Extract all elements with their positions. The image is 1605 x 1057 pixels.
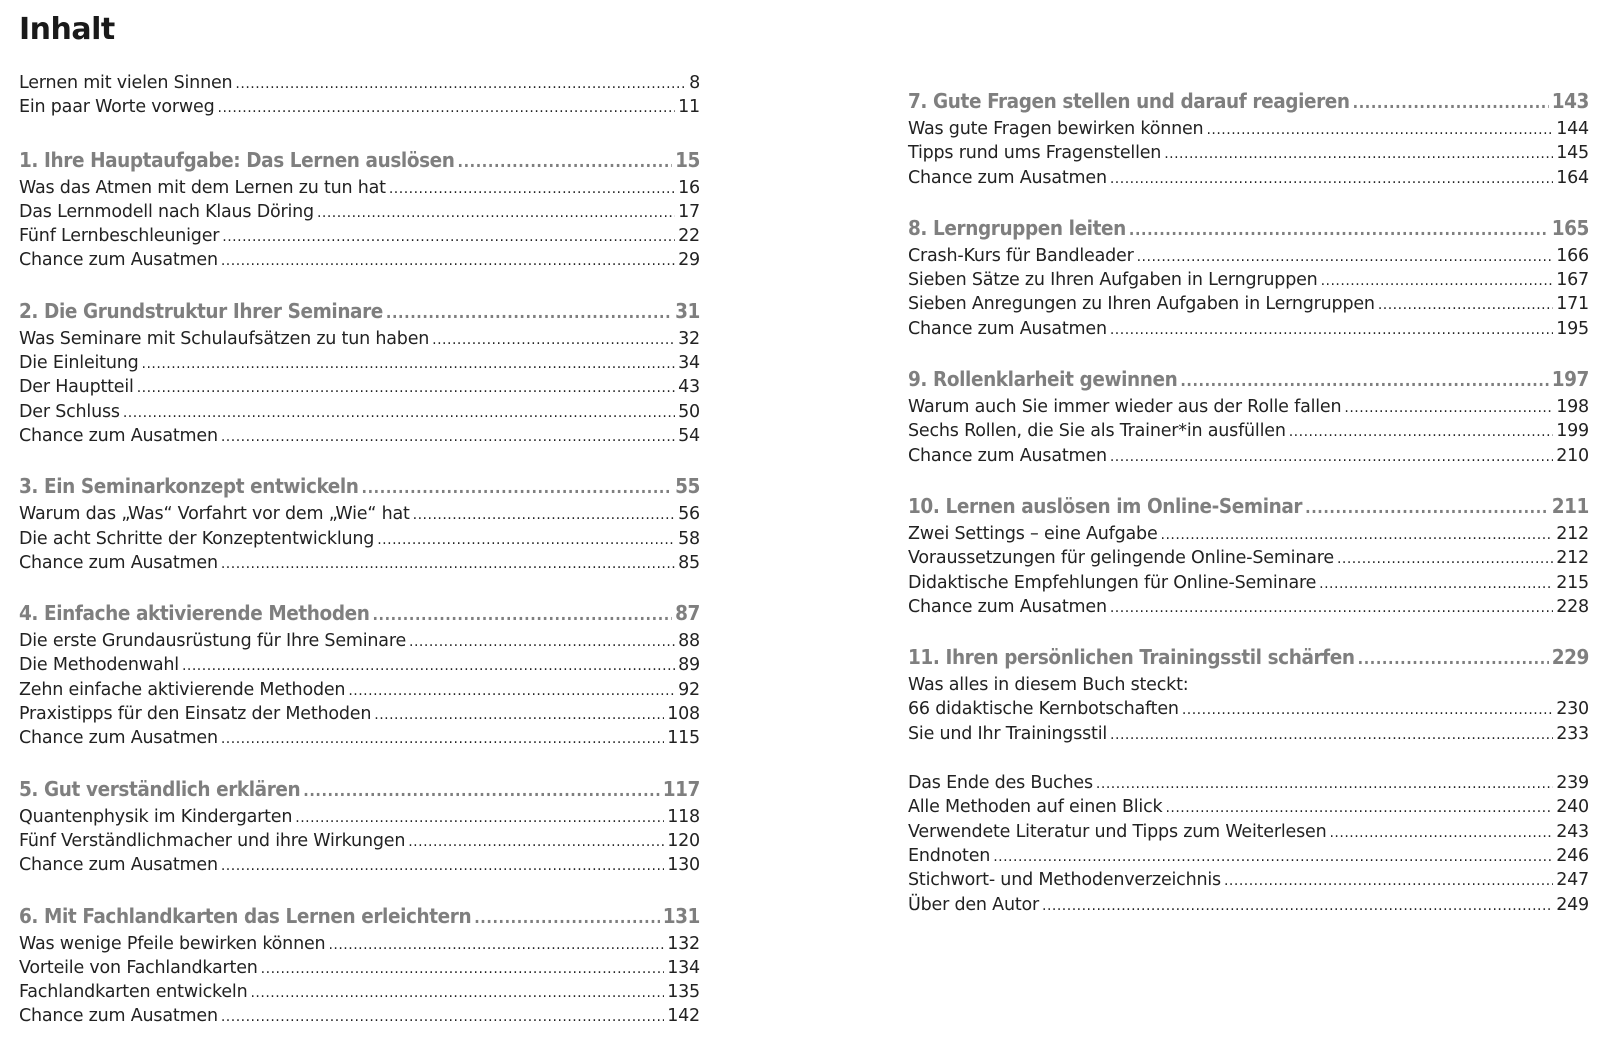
toc-entry-page-number: 89 bbox=[678, 655, 700, 676]
toc-entry[interactable] bbox=[908, 317, 1589, 341]
spacer bbox=[908, 619, 1589, 642]
dot-leader bbox=[235, 72, 686, 96]
toc-entry-page-number: 22 bbox=[678, 226, 700, 247]
toc-entry-label: Warum auch Sie immer wieder aus der Rolle fallen bbox=[908, 397, 1342, 418]
toc-entry-label: Chance zum Ausatmen bbox=[19, 425, 218, 446]
toc-entry-label: Zwei Settings – eine Aufgabe bbox=[908, 523, 1158, 544]
toc-entry[interactable] bbox=[908, 795, 1589, 819]
chapter-heading-label: 10. Lernen auslösen im Online-Seminar bbox=[908, 493, 1303, 518]
toc-entry-page-number: 228 bbox=[1556, 596, 1589, 617]
toc-entry-page-number: 233 bbox=[1556, 723, 1589, 744]
dot-leader bbox=[348, 679, 675, 703]
dot-leader bbox=[1096, 772, 1553, 796]
toc-entry[interactable] bbox=[19, 678, 700, 702]
toc-entry-page-number: 130 bbox=[667, 855, 700, 876]
toc-entry-page-number: 108 bbox=[667, 704, 700, 725]
toc-entry-label: Was gute Fragen bewirken können bbox=[908, 119, 1204, 139]
chapter-heading-page-number: 143 bbox=[1551, 89, 1589, 113]
toc-entry-page-number: 144 bbox=[1556, 119, 1589, 139]
toc-entry-page-number: 195 bbox=[1556, 318, 1589, 339]
dot-leader bbox=[261, 957, 665, 981]
chapter-heading-label: 11. Ihren persönlichen Trainingsstil schärfen bbox=[908, 645, 1355, 670]
dot-leader bbox=[123, 401, 675, 425]
toc-entry[interactable] bbox=[19, 424, 700, 448]
toc-entry-label: Die acht Schritte der Konzeptentwicklung bbox=[19, 528, 375, 549]
toc-entry[interactable] bbox=[19, 653, 700, 677]
dot-leader bbox=[1378, 293, 1553, 317]
toc-entry[interactable] bbox=[19, 805, 700, 829]
toc-entry[interactable] bbox=[908, 546, 1589, 570]
toc-left-column bbox=[19, 71, 700, 1029]
toc-entry-label: Voraussetzungen für gelingende Online-Seminare bbox=[908, 548, 1334, 569]
toc-entry[interactable] bbox=[908, 141, 1589, 165]
toc-entry-label: Chance zum Ausatmen bbox=[908, 167, 1107, 188]
dot-leader bbox=[1353, 87, 1549, 118]
toc-entry-page-number: 56 bbox=[678, 504, 700, 525]
dot-leader bbox=[1110, 318, 1553, 342]
dot-leader bbox=[221, 854, 664, 878]
dot-leader bbox=[1224, 869, 1553, 893]
toc-entry[interactable] bbox=[19, 702, 700, 726]
toc-entry-label: Sie und Ihr Trainingsstil bbox=[908, 723, 1108, 744]
toc-entry-page-number: 166 bbox=[1556, 245, 1589, 266]
toc-entry-label: Das Lernmodell nach Klaus Döring bbox=[19, 201, 314, 222]
dot-leader bbox=[303, 775, 659, 806]
toc-entry-page-number: 142 bbox=[667, 1006, 700, 1027]
toc-entry[interactable] bbox=[19, 71, 700, 95]
toc-entry-page-number: 88 bbox=[678, 631, 700, 652]
toc-entry-label: Verwendete Literatur und Tipps zum Weiterlesen bbox=[908, 821, 1327, 842]
toc-entry[interactable] bbox=[19, 224, 700, 248]
chapter-heading[interactable] bbox=[908, 86, 1589, 117]
dot-leader bbox=[1110, 596, 1553, 620]
dot-leader bbox=[221, 1005, 664, 1029]
toc-entry-label: Was alles in diesem Buch steckt: bbox=[908, 675, 1189, 696]
dot-leader bbox=[1161, 523, 1554, 547]
chapter-heading-page-number: 15 bbox=[675, 147, 700, 172]
chapter-heading[interactable] bbox=[19, 471, 700, 502]
chapter-heading[interactable] bbox=[19, 296, 700, 327]
toc-entry-label: Die Einleitung bbox=[19, 353, 139, 374]
toc-entry-label: Was Seminare mit Schulaufsätzen zu tun haben bbox=[19, 328, 430, 349]
toc-entry-page-number: 50 bbox=[678, 401, 700, 422]
toc-entry[interactable] bbox=[908, 868, 1589, 892]
toc-entry-page-number: 8 bbox=[689, 73, 700, 93]
toc-entry[interactable] bbox=[908, 771, 1589, 795]
toc-entry-page-number: 85 bbox=[678, 552, 700, 573]
dot-leader bbox=[1206, 118, 1553, 142]
toc-entry-label: Tipps rund ums Fragenstellen bbox=[908, 143, 1162, 164]
toc-entry[interactable] bbox=[19, 932, 700, 956]
toc-entry[interactable] bbox=[19, 248, 700, 272]
toc-entry-page-number: 34 bbox=[678, 353, 700, 374]
dot-leader bbox=[362, 472, 673, 503]
dot-leader bbox=[409, 630, 675, 654]
dot-leader bbox=[374, 703, 664, 727]
dot-leader bbox=[1337, 547, 1553, 571]
toc-entry-label: Stichwort- und Methodenverzeichnis bbox=[908, 870, 1221, 891]
toc-entry-page-number: 212 bbox=[1556, 523, 1589, 544]
dot-leader bbox=[1137, 245, 1554, 269]
toc-entry-page-number: 199 bbox=[1556, 421, 1589, 442]
toc-entry-page-number: 240 bbox=[1556, 797, 1589, 818]
toc-entry-page-number: 58 bbox=[678, 528, 700, 549]
dot-leader bbox=[1358, 643, 1549, 674]
toc-entry-label: Chance zum Ausatmen bbox=[19, 855, 218, 876]
chapter-heading[interactable] bbox=[908, 213, 1589, 244]
toc-entry[interactable] bbox=[908, 820, 1589, 844]
toc-entry[interactable] bbox=[908, 244, 1589, 268]
toc-entry-label: Chance zum Ausatmen bbox=[908, 445, 1107, 466]
toc-entry[interactable] bbox=[19, 829, 700, 853]
dot-leader bbox=[408, 830, 664, 854]
spacer bbox=[908, 190, 1589, 213]
dot-leader bbox=[458, 146, 673, 177]
toc-entry-page-number: 210 bbox=[1556, 445, 1589, 466]
chapter-heading[interactable] bbox=[19, 145, 700, 176]
toc-entry[interactable] bbox=[19, 551, 700, 575]
toc-entry-label: Über den Autor bbox=[908, 894, 1039, 915]
toc-entry-page-number: 239 bbox=[1556, 773, 1589, 794]
spacer bbox=[19, 120, 700, 145]
dot-leader bbox=[386, 297, 672, 328]
toc-entry[interactable] bbox=[908, 166, 1589, 190]
chapter-heading-label: 6. Mit Fachlandkarten das Lernen erleichtern bbox=[19, 903, 472, 928]
chapter-heading-page-number: 165 bbox=[1551, 215, 1589, 240]
dot-leader bbox=[1344, 396, 1553, 420]
dot-leader bbox=[1319, 572, 1553, 596]
toc-entry[interactable] bbox=[908, 292, 1589, 316]
toc-entry[interactable] bbox=[19, 527, 700, 551]
dot-leader bbox=[221, 249, 675, 273]
toc-entry-page-number: 115 bbox=[667, 728, 700, 749]
chapter-heading[interactable] bbox=[908, 491, 1589, 522]
toc-entry-label: Chance zum Ausatmen bbox=[19, 1006, 218, 1027]
toc-entry[interactable] bbox=[908, 395, 1589, 419]
toc-entry-page-number: 54 bbox=[678, 425, 700, 446]
toc-entry[interactable] bbox=[908, 595, 1589, 619]
dot-leader bbox=[1110, 723, 1553, 747]
toc-entry[interactable] bbox=[19, 980, 700, 1004]
dot-leader bbox=[1305, 492, 1549, 523]
toc-entry[interactable] bbox=[19, 351, 700, 375]
chapter-heading[interactable] bbox=[19, 774, 700, 805]
chapter-heading-label: 1. Ihre Hauptaufgabe: Das Lernen auslösen bbox=[19, 147, 455, 172]
dot-leader bbox=[1329, 821, 1553, 845]
toc-entry-label: Fünf Verständlichmacher und ihre Wirkungen bbox=[19, 830, 406, 851]
toc-entry[interactable] bbox=[19, 853, 700, 877]
dot-leader bbox=[377, 528, 675, 552]
dot-leader bbox=[317, 201, 675, 225]
spacer bbox=[19, 448, 700, 471]
dot-leader bbox=[182, 654, 675, 678]
toc-entry[interactable] bbox=[908, 419, 1589, 443]
toc-entry[interactable] bbox=[19, 400, 700, 424]
toc-entry-label: Was wenige Pfeile bewirken können bbox=[19, 933, 326, 954]
chapter-heading-label: 7. Gute Fragen stellen und darauf reagieren bbox=[908, 89, 1350, 113]
dot-leader bbox=[993, 845, 1553, 869]
page-title: Inhalt bbox=[19, 12, 115, 47]
dot-leader bbox=[389, 177, 675, 201]
chapter-heading-label: 3. Ein Seminarkonzept entwickeln bbox=[19, 474, 359, 499]
toc-entry[interactable] bbox=[908, 697, 1589, 721]
toc-entry-label: Crash-Kurs für Bandleader bbox=[908, 245, 1134, 266]
toc-entry[interactable] bbox=[19, 629, 700, 653]
dot-leader bbox=[413, 503, 675, 527]
toc-entry-page-number: 11 bbox=[678, 97, 700, 118]
dot-leader bbox=[1182, 698, 1553, 722]
dot-leader bbox=[1289, 420, 1553, 444]
dot-leader bbox=[142, 352, 676, 376]
toc-entry-label: Didaktische Empfehlungen für Online-Seminare bbox=[908, 572, 1317, 593]
toc-entry[interactable] bbox=[19, 502, 700, 526]
toc-entry-page-number: 215 bbox=[1556, 572, 1589, 593]
spacer bbox=[908, 746, 1589, 771]
toc-entry[interactable] bbox=[908, 117, 1589, 141]
toc-entry-page-number: 198 bbox=[1556, 397, 1589, 418]
dot-leader bbox=[432, 328, 675, 352]
dot-leader bbox=[218, 96, 676, 120]
toc-entry[interactable] bbox=[19, 375, 700, 399]
chapter-heading[interactable] bbox=[19, 598, 700, 629]
toc-entry-page-number: 164 bbox=[1556, 167, 1589, 188]
toc-entry-label: Der Schluss bbox=[19, 401, 120, 422]
toc-entry-page-number: 29 bbox=[678, 250, 700, 271]
toc-entry-label: Die Methodenwahl bbox=[19, 655, 179, 676]
chapter-heading[interactable] bbox=[908, 642, 1589, 673]
toc-entry-page-number: 16 bbox=[678, 177, 700, 198]
toc-entry[interactable] bbox=[908, 522, 1589, 546]
toc-entry[interactable] bbox=[908, 673, 1589, 697]
dot-leader bbox=[1180, 365, 1548, 396]
toc-entry-label: 66 didaktische Kernbotschaften bbox=[908, 699, 1179, 720]
chapter-heading-page-number: 211 bbox=[1551, 493, 1589, 518]
toc-entry-page-number: 118 bbox=[667, 806, 700, 827]
toc-entry[interactable] bbox=[19, 200, 700, 224]
toc-entry-page-number: 247 bbox=[1556, 870, 1589, 891]
spacer bbox=[19, 751, 700, 774]
toc-entry-page-number: 32 bbox=[678, 328, 700, 349]
chapter-heading-label: 8. Lerngruppen leiten bbox=[908, 215, 1126, 240]
toc-entry-page-number: 249 bbox=[1556, 894, 1589, 915]
toc-entry[interactable] bbox=[19, 176, 700, 200]
chapter-heading-page-number: 229 bbox=[1551, 645, 1589, 670]
toc-entry-page-number: 246 bbox=[1556, 845, 1589, 866]
dot-leader bbox=[1110, 445, 1553, 469]
dot-leader bbox=[1321, 269, 1554, 293]
toc-entry-label: Lernen mit vielen Sinnen bbox=[19, 73, 233, 93]
dot-leader bbox=[474, 902, 659, 933]
dot-leader bbox=[250, 981, 664, 1005]
toc-entry-page-number: 171 bbox=[1556, 294, 1589, 315]
toc-entry[interactable] bbox=[908, 571, 1589, 595]
toc-entry-page-number: 43 bbox=[678, 377, 700, 398]
toc-entry[interactable] bbox=[908, 444, 1589, 468]
dot-leader bbox=[1164, 142, 1553, 166]
chapter-heading-page-number: 131 bbox=[662, 903, 700, 928]
toc-entry-label: Vorteile von Fachlandkarten bbox=[19, 957, 258, 978]
toc-entry-label: Warum das „Was“ Vorfahrt vor dem „Wie“ hat bbox=[19, 504, 410, 525]
toc-entry-label: Endnoten bbox=[908, 845, 991, 866]
toc-entry[interactable] bbox=[908, 893, 1589, 917]
toc-entry-page-number: 212 bbox=[1556, 548, 1589, 569]
toc-entry-page-number: 17 bbox=[678, 201, 700, 222]
toc-entry[interactable] bbox=[19, 956, 700, 980]
spacer bbox=[19, 575, 700, 598]
toc-entry-label: Fünf Lernbeschleuniger bbox=[19, 226, 220, 247]
dot-leader bbox=[221, 552, 675, 576]
toc-entry-label: Chance zum Ausatmen bbox=[19, 552, 218, 573]
toc-right-column bbox=[908, 86, 1589, 917]
toc-entry-label: Sechs Rollen, die Sie als Trainer*in ausfüllen bbox=[908, 421, 1286, 442]
spacer bbox=[19, 273, 700, 296]
toc-entry-page-number: 132 bbox=[667, 933, 700, 954]
toc-entry-label: Chance zum Ausatmen bbox=[19, 728, 218, 749]
chapter-heading-page-number: 55 bbox=[675, 474, 700, 499]
dot-leader bbox=[1129, 214, 1549, 245]
toc-entry-page-number: 120 bbox=[667, 830, 700, 851]
toc-entry-label: Fachlandkarten entwickeln bbox=[19, 982, 248, 1003]
toc-entry-label: Chance zum Ausatmen bbox=[908, 318, 1107, 339]
chapter-heading-page-number: 87 bbox=[675, 601, 700, 626]
dot-leader bbox=[1042, 894, 1553, 918]
dot-leader bbox=[295, 806, 664, 830]
dot-leader bbox=[222, 225, 675, 249]
toc-entry[interactable] bbox=[908, 844, 1589, 868]
toc-entry-page-number: 167 bbox=[1556, 270, 1589, 291]
toc-entry-page-number: 134 bbox=[667, 957, 700, 978]
dot-leader bbox=[137, 376, 675, 400]
toc-entry-label: Was das Atmen mit dem Lernen zu tun hat bbox=[19, 177, 386, 198]
toc-entry-label: Zehn einfache aktivierende Methoden bbox=[19, 679, 346, 700]
chapter-heading-page-number: 197 bbox=[1551, 367, 1589, 392]
dot-leader bbox=[328, 933, 664, 957]
chapter-heading[interactable] bbox=[908, 364, 1589, 395]
toc-entry-page-number: 92 bbox=[678, 679, 700, 700]
spacer bbox=[908, 341, 1589, 364]
dot-leader bbox=[1110, 167, 1553, 191]
toc-entry-label: Sieben Sätze zu Ihren Aufgaben in Lerngruppen bbox=[908, 270, 1318, 291]
dot-leader bbox=[372, 599, 672, 630]
chapter-heading-page-number: 117 bbox=[662, 776, 700, 801]
toc-entry-label: Alle Methoden auf einen Blick bbox=[908, 797, 1163, 818]
dot-leader bbox=[221, 425, 675, 449]
toc-entry[interactable] bbox=[908, 268, 1589, 292]
toc-entry-label: Praxistipps für den Einsatz der Methoden bbox=[19, 704, 372, 725]
toc-entry-label: Ein paar Worte vorweg bbox=[19, 97, 215, 118]
toc-entry-label: Sieben Anregungen zu Ihren Aufgaben in Lerngruppen bbox=[908, 294, 1375, 315]
toc-entry-label: Der Hauptteil bbox=[19, 377, 134, 398]
chapter-heading-label: 2. Die Grundstruktur Ihrer Seminare bbox=[19, 298, 383, 323]
chapter-heading-page-number: 31 bbox=[675, 298, 700, 323]
dot-leader bbox=[221, 727, 664, 751]
toc-entry-label: Quantenphysik im Kindergarten bbox=[19, 806, 293, 827]
toc-entry[interactable] bbox=[908, 722, 1589, 746]
chapter-heading-label: 9. Rollenklarheit gewinnen bbox=[908, 367, 1178, 392]
toc-entry-label: Das Ende des Buches bbox=[908, 773, 1093, 794]
toc-entry-label: Chance zum Ausatmen bbox=[19, 250, 218, 271]
toc-entry-label: Chance zum Ausatmen bbox=[908, 596, 1107, 617]
toc-entry-page-number: 243 bbox=[1556, 821, 1589, 842]
spacer bbox=[908, 468, 1589, 491]
toc-entry-page-number: 230 bbox=[1556, 699, 1589, 720]
toc-entry[interactable] bbox=[19, 95, 700, 119]
dot-leader bbox=[1165, 796, 1553, 820]
toc-entry-label: Die erste Grundausrüstung für Ihre Seminare bbox=[19, 631, 407, 652]
toc-entry-page-number: 145 bbox=[1556, 143, 1589, 164]
spacer bbox=[19, 878, 700, 901]
chapter-heading-label: 4. Einfache aktivierende Methoden bbox=[19, 601, 370, 626]
chapter-heading[interactable] bbox=[19, 901, 700, 932]
toc-entry[interactable] bbox=[19, 1004, 700, 1028]
toc-entry-page-number: 135 bbox=[667, 982, 700, 1003]
toc-entry[interactable] bbox=[19, 726, 700, 750]
chapter-heading-label: 5. Gut verständlich erklären bbox=[19, 776, 301, 801]
toc-entry[interactable] bbox=[19, 327, 700, 351]
